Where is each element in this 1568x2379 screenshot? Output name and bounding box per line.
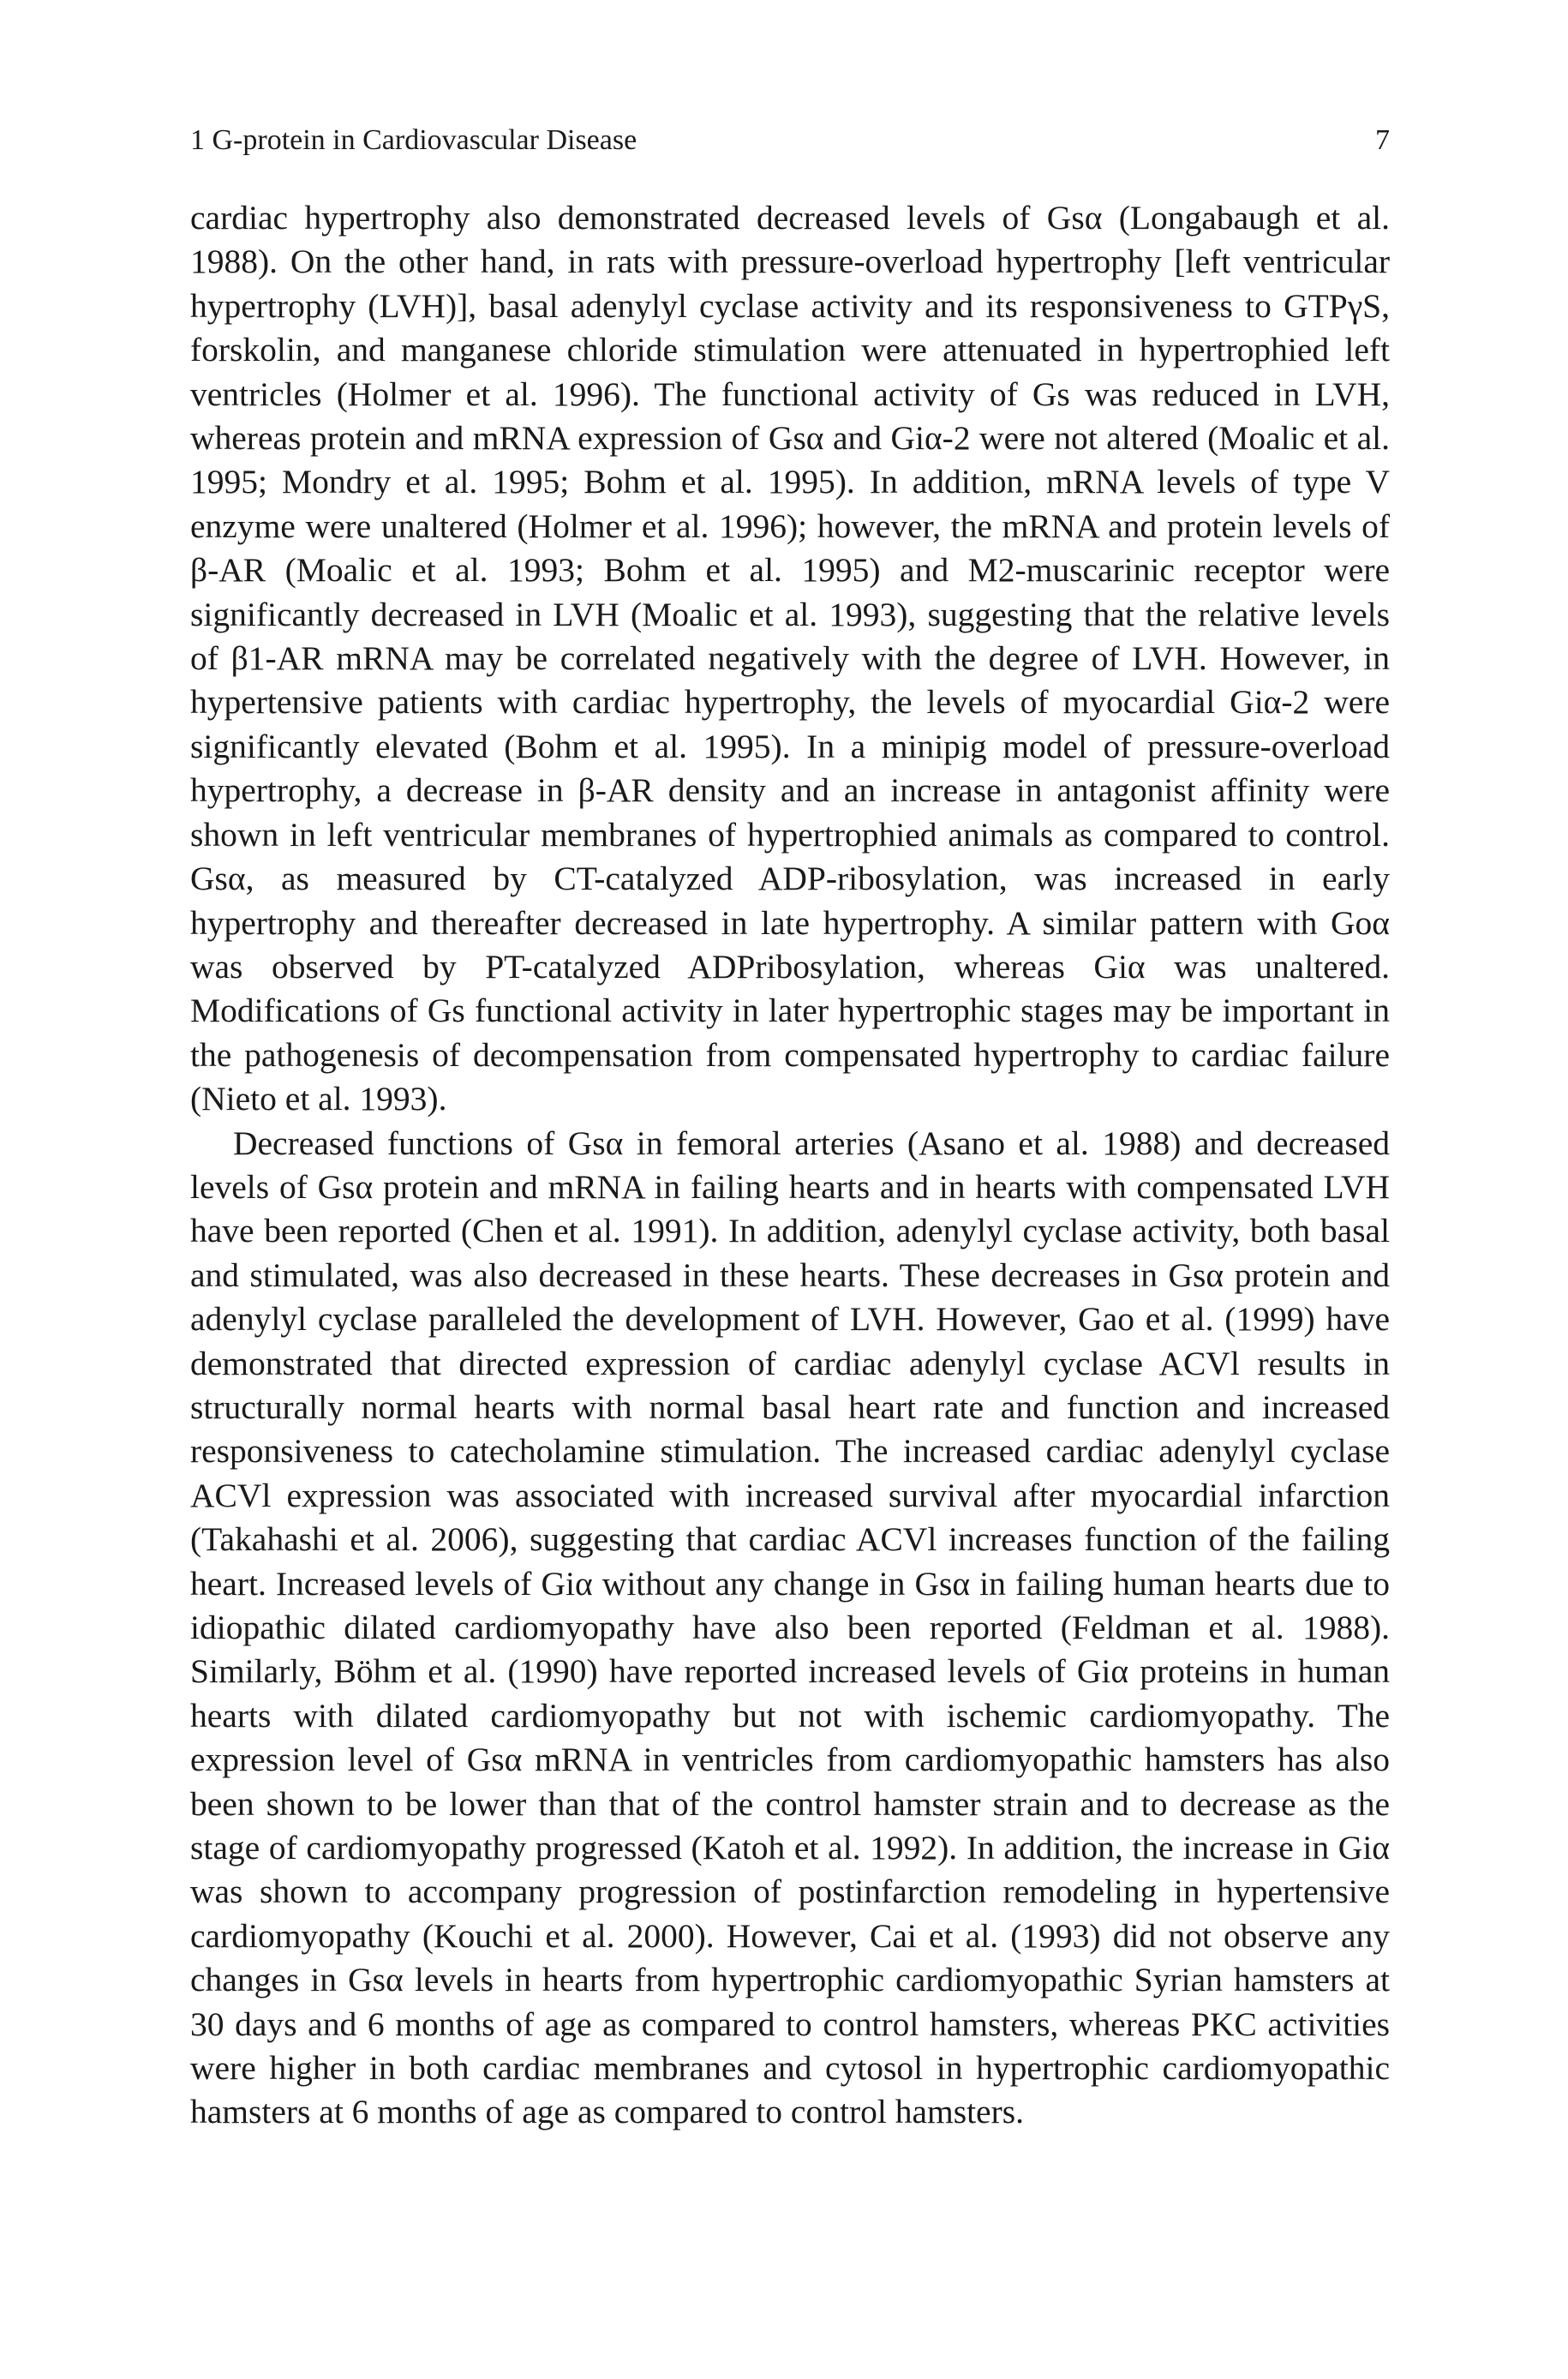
body-paragraph: Decreased functions of Gsα in femoral arteries (Asano et al. 1988) and decreased levels of Gsα protein and mRNA in failing hearts and in hearts with compensated LVH have been reported (Chen et al. 1991). In addition, adenylyl cyclase activity, both basal and stimulated, was also decreased in these hearts. These decreases in Gsα protein and adenylyl cyclase paralleled the development of LVH. However, Gao et al. (1999) have demonstrated that directed expression of cardiac adenylyl cyclase ACVl results in structurally normal hearts with normal basal heart rate and function and increased responsiveness to catecholamine stimulation. The increased cardiac adenylyl cyclase ACVl expression was associated with increased survival after myocardial infarction (Takahashi et al. 2006), suggesting that cardiac ACVl increases function of the failing heart. Increased levels of Giα without any change in Gsα in failing human hearts due to idiopathic dilated cardiomyopathy have also been reported (Feldman et al. 1988). Similarly, Böhm et al. (1990) have reported increased levels of Giα proteins in human hearts with dilated cardiomyopathy but not with ischemic cardiomyopathy. The expression level of Gsα mRNA in ventricles from cardiomyopathic hamsters has also been shown to be lower than that of the control hamster strain and to decrease as the stage of cardiomyopathy progressed (Katoh et al. 1992). In addition, the increase in Giα was shown to accompany progression of postinfarction remodeling in hypertensive cardiomyopathy (Kouchi et al. 2000). However, Cai et al. (1993) did not observe any changes in Gsα levels in hearts from hypertrophic cardiomyopathic Syrian hamsters at 30 days and 6 months of age as compared to control hamsters, whereas PKC activities were higher in both cardiac membranes and cytosol in hypertrophic cardiomyopathic hamsters at 6 months of age as compared to control hamsters. <box>190 1124 1390 2131</box>
running-title: 1 G-protein in Cardiovascular Disease <box>190 124 637 156</box>
page-number: 7 <box>1375 124 1390 156</box>
body-paragraph: cardiac hypertrophy also demonstrated decreased levels of Gsα (Longabaugh et al. 1988). On the other hand, in rats with pressure-overload hypertrophy [left ventricular hypertrophy (LVH)], basal adenylyl cyclase activity and its responsiveness to GTPγS, forskolin, and manganese chloride stimulation were attenuated in hypertrophied left ventricles (Holmer et al. 1996). The functional activity of Gs was reduced in LVH, whereas protein and mRNA expression of Gsα and Giα-2 were not altered (Moalic et al. 1995; Mondry et al. 1995; Bohm et al. 1995). In addition, mRNA levels of type V enzyme were unaltered (Holmer et al. 1996); however, the mRNA and protein levels of β-AR (Moalic et al. 1993; Bohm et al. 1995) and M2-muscarinic receptor were significantly decreased in LVH (Moalic et al. 1993), suggesting that the relative levels of β1-AR mRNA may be correlated negatively with the degree of LVH. However, in hypertensive patients with cardiac hypertrophy, the levels of myocardial Giα-2 were significantly elevated (Bohm et al. 1995). In a minipig model of pressure-overload hypertrophy, a decrease in β-AR density and an increase in antagonist affinity were shown in left ventricular membranes of hypertrophied animals as compared to control. Gsα, as measured by CT-catalyzed ADP-ribosylation, was increased in early hypertrophy and thereafter decreased in late hypertrophy. A similar pattern with Goα was observed by PT-catalyzed ADPribosylation, whereas Giα was unaltered. Modifications of Gs functional activity in later hypertrophic stages may be important in the pathogenesis of decompensation from compensated hypertrophy to cardiac failure (Nieto et al. 1993). <box>190 199 1390 1118</box>
running-head <box>190 122 1390 159</box>
body-text <box>190 196 1390 2135</box>
